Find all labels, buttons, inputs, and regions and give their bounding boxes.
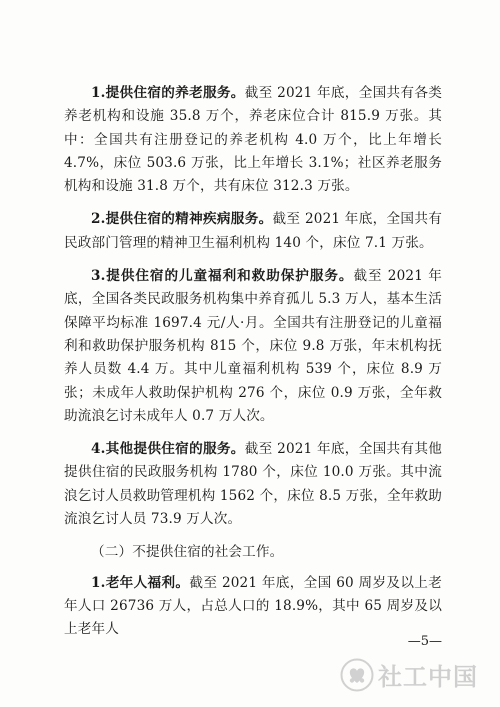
watermark-text: 社工中国 [378, 663, 478, 691]
paragraph-heading: 2.提供住宿的精神疾病服务。 [91, 211, 273, 228]
paragraph-heading: 3.提供住宿的儿童福利和救助保护服务。 [91, 268, 354, 285]
watermark [340, 657, 478, 692]
paragraph-body: 截至 2021 年底，全国共有各类养老机构和设施 35.8 万个，养老床位合计 815.9 万张。其中：全国共有注册登记的养老机构 4.0 万个，比上年增长 4.7%，床位 503.6 万张，比上年增长 3.1%；社区养老服务机构和设施 31.8 万个，共有床位 312.3 万张。 [64, 85, 442, 195]
page-content [64, 82, 442, 652]
paragraph-elderly-care [64, 82, 442, 198]
paragraph-body: 截至 2021 年底，全国 60 周岁及以上老年人口 26736 万人，占总人口的 18.9%，其中 65 周岁及以上老年人 [64, 574, 442, 638]
paragraph-heading: 4.其他提供住宿的服务。 [91, 441, 245, 458]
paragraph-heading: 1.提供住宿的养老服务。 [91, 85, 245, 101]
paragraph-body: 截至 2021 年底，全国共有其他提供住宿的民政服务机构 1780 个，床位 10.0 万张。其中流浪乞讨人员救助管理机构 1562 个，床位 8.5 万张，全年救助流浪乞讨人员 73.9 万人次。 [64, 441, 442, 528]
heart-hands-logo-icon [340, 658, 374, 692]
paragraph-child-welfare [64, 265, 442, 428]
paragraph-elderly-welfare [64, 572, 442, 642]
paragraph-body: 截至 2021 年底，全国各类民政服务机构集中养育孤儿 5.3 万人，基本生活保障平均标准 1697.4 元/人·月。全国共有注册登记的儿童福利和救助保护服务机构 815 个，床位 9.8 万张，年末机构抚养人员数 4.4 万。其中儿童福利机构 539 个，床位 8.9 万张；未成年人救助保护机构 276 个，床位 0.9 万张，全年救助流浪乞讨未成年人 0.7 万人次。 [64, 268, 443, 424]
paragraph-mental-health [64, 208, 442, 255]
page-number: —5— [407, 634, 442, 649]
section-heading: （二）不提供住宿的社会工作。 [91, 544, 284, 561]
paragraph-other-services [64, 438, 442, 531]
paragraph-heading: 1.老年人福利。 [91, 574, 190, 591]
paragraph-body: 截至 2021 年底，全国共有民政部门管理的精神卫生福利机构 140 个，床位 7.1 万张。 [64, 211, 442, 251]
